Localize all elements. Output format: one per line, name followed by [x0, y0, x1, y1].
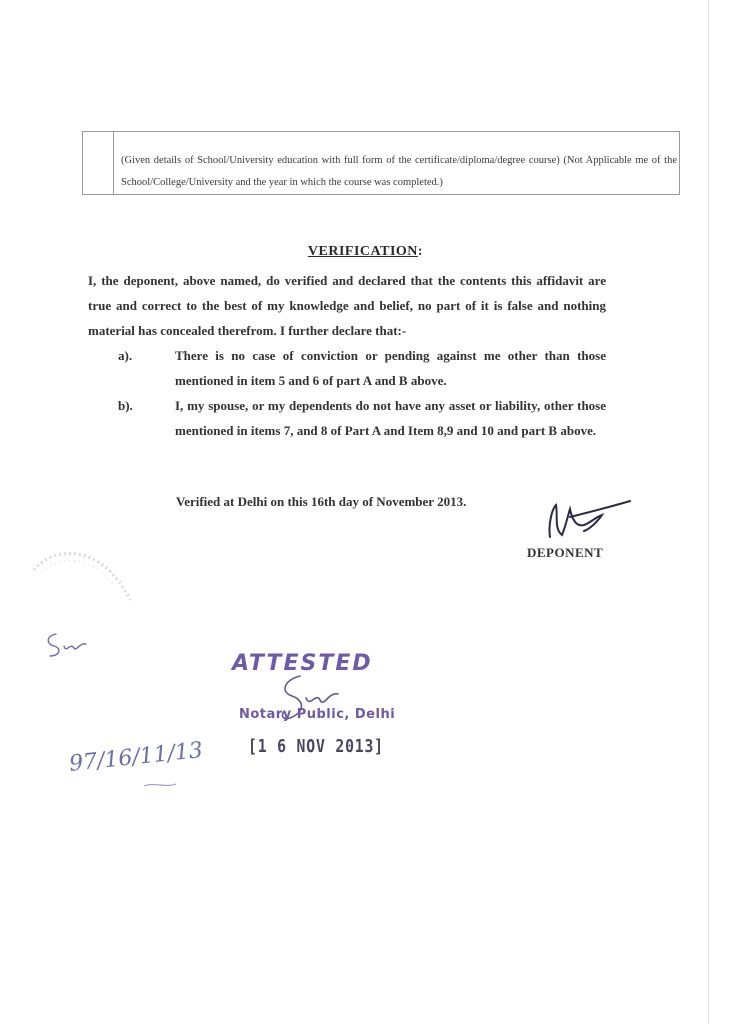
handwritten-date-note: 97/16/11/13: [68, 737, 205, 777]
stamp-date: [1 6 NOV 2013]: [248, 736, 384, 757]
verification-title-suffix: :: [417, 244, 424, 259]
faint-seal-mark: [22, 540, 142, 610]
attested-stamp: ATTESTED: [232, 651, 373, 676]
item-a-label: a).: [118, 348, 133, 363]
verification-paragraph: I, the deponent, above named, do verified and declared that the contents this affidavit are true and correct to the best of my knowledge and belief, no part of it is false and nothing material has concealed therefrom. I further declare that:-: [88, 273, 606, 338]
item-a-text: There is no case of conviction or pending against me other than those mentioned in item 5 and 6 of part A and B above.: [175, 348, 606, 388]
notary-public-stamp: Notary Public, Delhi: [239, 707, 396, 722]
education-note-text: (Given details of School/University education with full form of the certificate/diploma/degree course) (Not Applicable me of the School/College/University and the year in which the course was completed.): [121, 155, 677, 188]
verification-heading: [0, 244, 731, 260]
deponent-label: DEPONENT: [527, 545, 604, 560]
date-underline: [140, 778, 180, 792]
item-b-label: b).: [118, 398, 133, 413]
page-edge: [708, 0, 709, 1024]
deponent-signature: [540, 495, 635, 545]
education-note-box: [82, 131, 680, 195]
margin-initials: [42, 628, 102, 662]
item-b-text: I, my spouse, or my dependents do not have any asset or liability, other those mentioned in items 7, and 8 of Part A and Item 8,9 and 10 and part B above.: [175, 398, 606, 438]
verified-line: Verified at Delhi on this 16th day of November 2013.: [176, 494, 467, 509]
verification-title: VERIFICATION: [307, 244, 418, 259]
note-box-gutter: [113, 132, 114, 194]
